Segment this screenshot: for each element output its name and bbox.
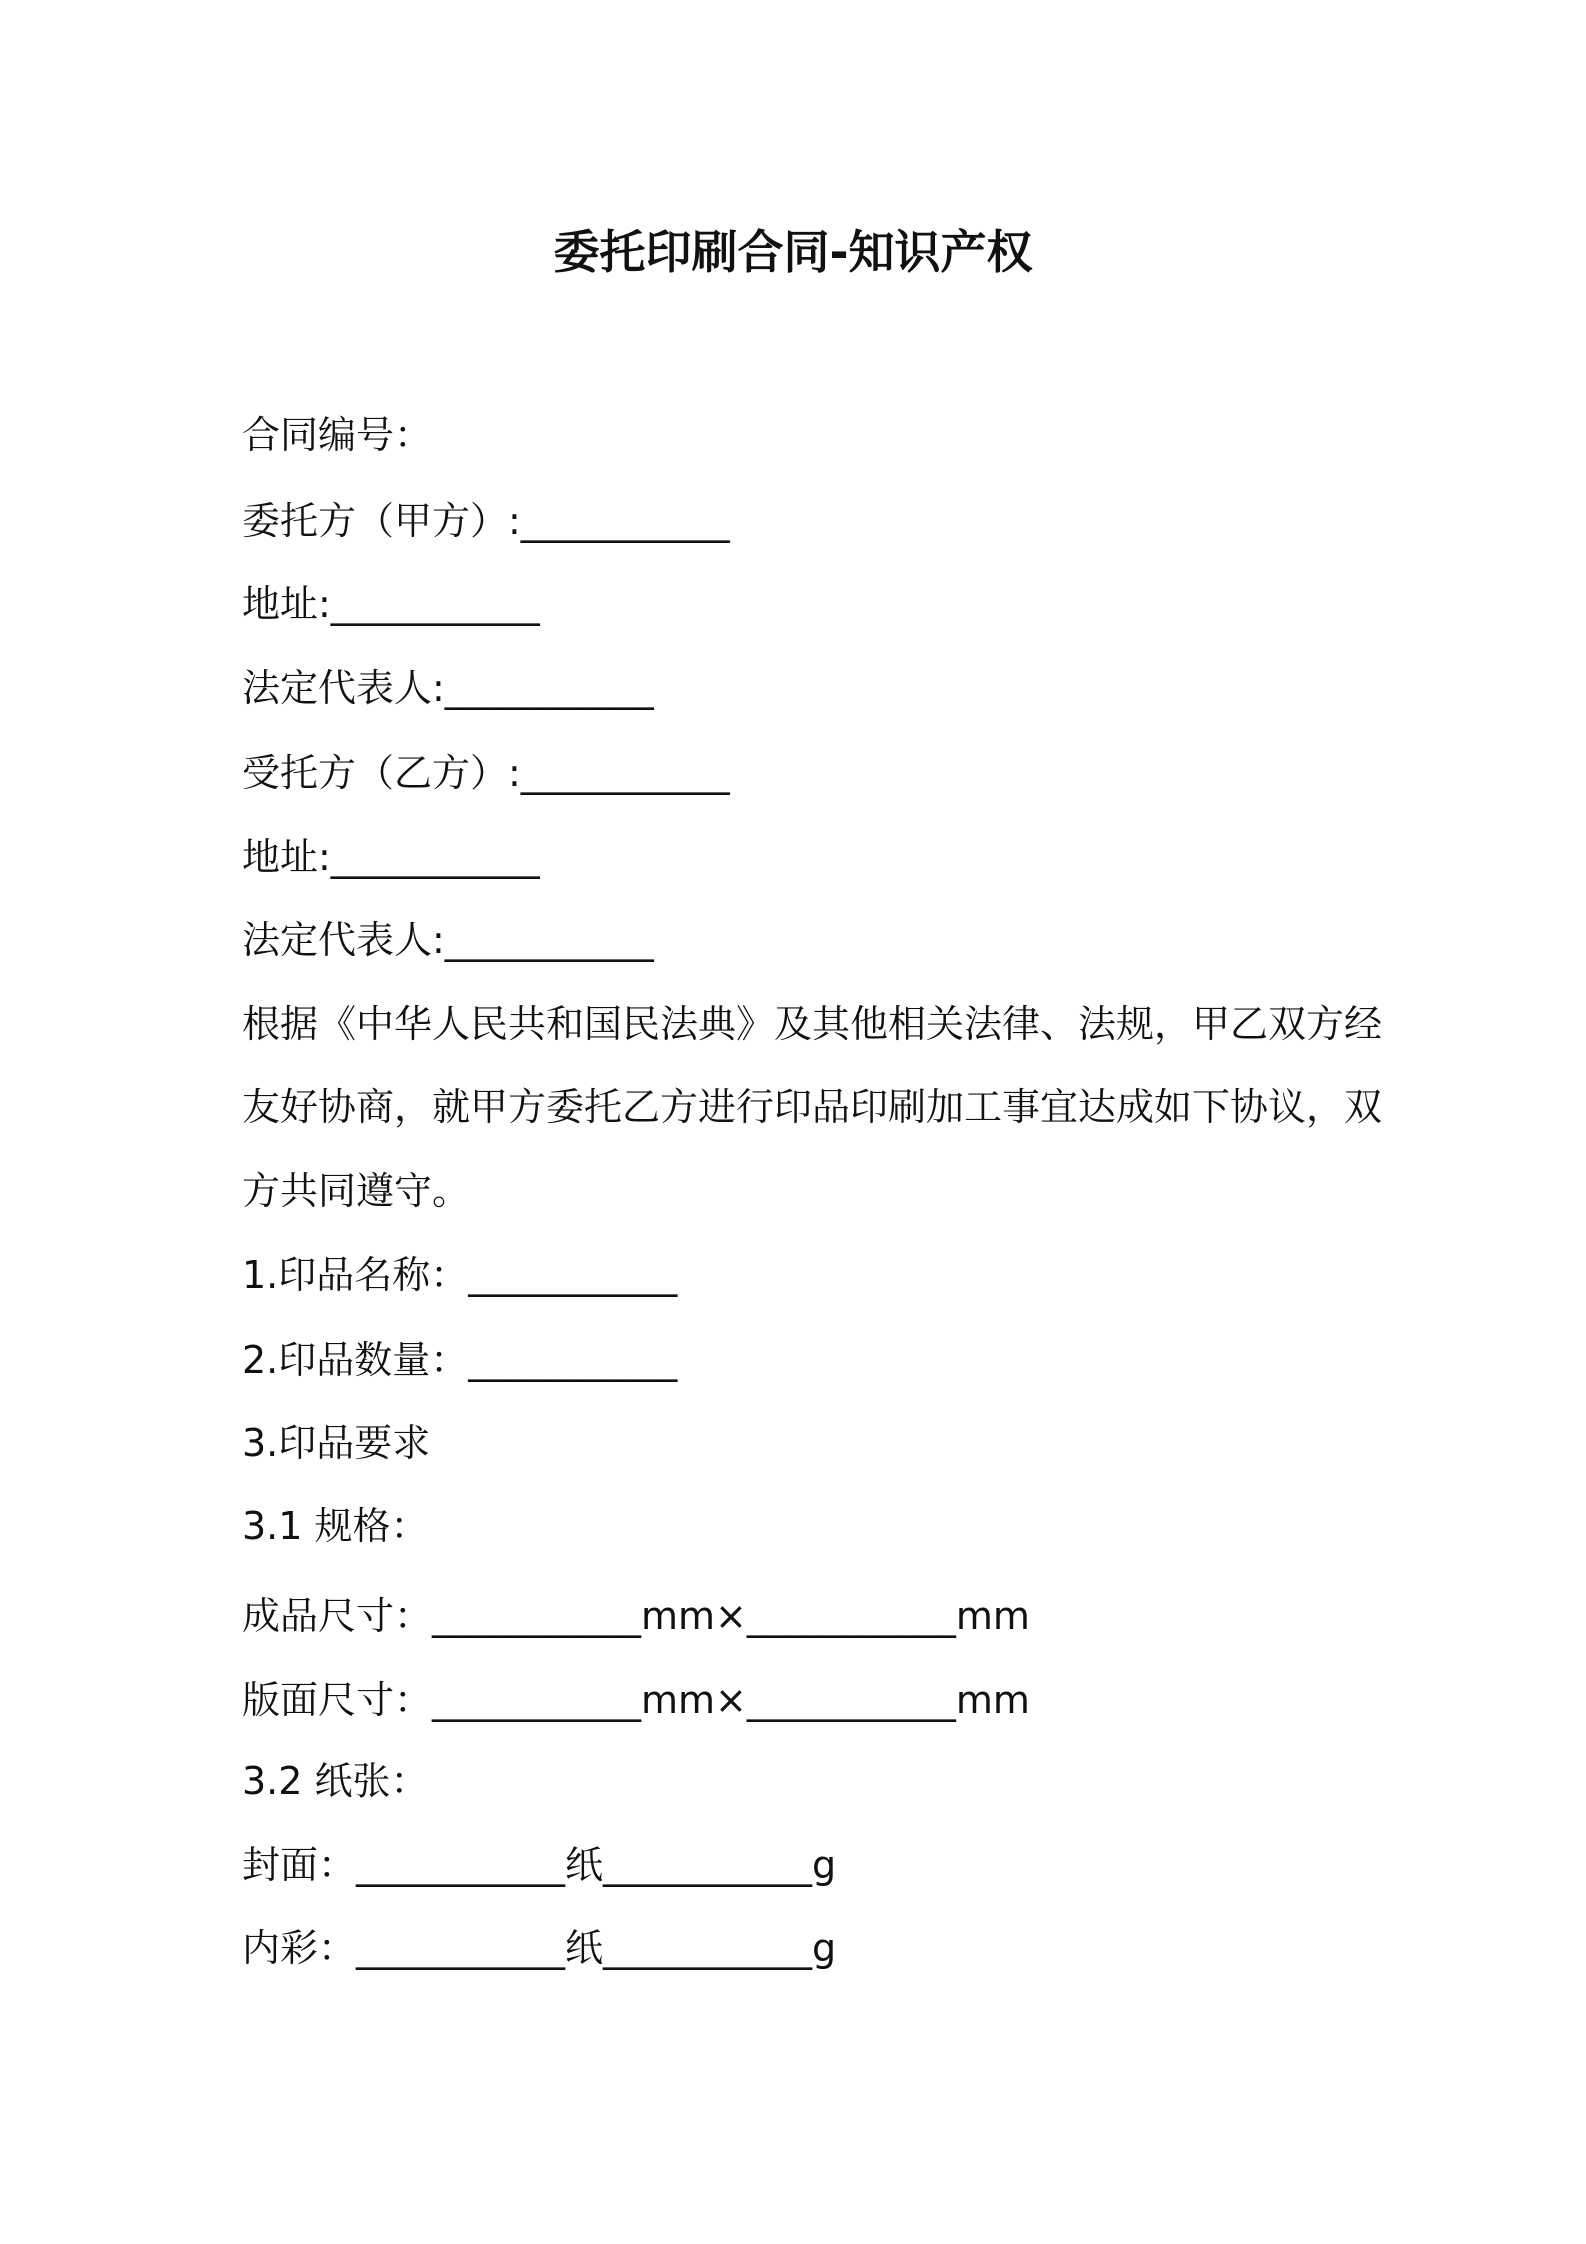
inner-paper-line: 内彩：___________纸___________g — [242, 1926, 837, 1970]
spec-heading: 3.1 规格： — [242, 1504, 429, 1548]
paper-heading: 3.2 纸张： — [242, 1759, 429, 1803]
party-b-representative-line: 法定代表人:___________ — [242, 918, 654, 962]
party-a-representative-line: 法定代表人:___________ — [242, 666, 654, 710]
contract-number-line: 合同编号： — [242, 413, 433, 457]
preamble-line-3: 方共同遵守。 — [242, 1169, 471, 1213]
preamble-line-1: 根据《中华人民共和国民法典》及其他相关法律、法规，甲乙双方经 — [242, 1002, 1383, 1046]
party-a-address-line: 地址:___________ — [242, 582, 540, 626]
print-requirements-heading: 3.印品要求 — [242, 1421, 431, 1465]
print-quantity-line: 2.印品数量：___________ — [242, 1338, 678, 1382]
cover-paper-line: 封面：___________纸___________g — [242, 1843, 837, 1887]
party-b-line: 受托方（乙方）:___________ — [242, 751, 730, 795]
print-name-line: 1.印品名称：___________ — [242, 1253, 678, 1297]
party-b-address-line: 地址:___________ — [242, 835, 540, 879]
document-title: 委托印刷合同-知识产权 — [553, 225, 1033, 279]
layout-size-line: 版面尺寸：___________mm×___________mm — [242, 1678, 1030, 1722]
finished-size-line: 成品尺寸：___________mm×___________mm — [242, 1594, 1030, 1638]
party-a-line: 委托方（甲方）:___________ — [242, 499, 730, 543]
preamble-line-2: 友好协商，就甲方委托乙方进行印品印刷加工事宜达成如下协议，双 — [242, 1085, 1383, 1129]
